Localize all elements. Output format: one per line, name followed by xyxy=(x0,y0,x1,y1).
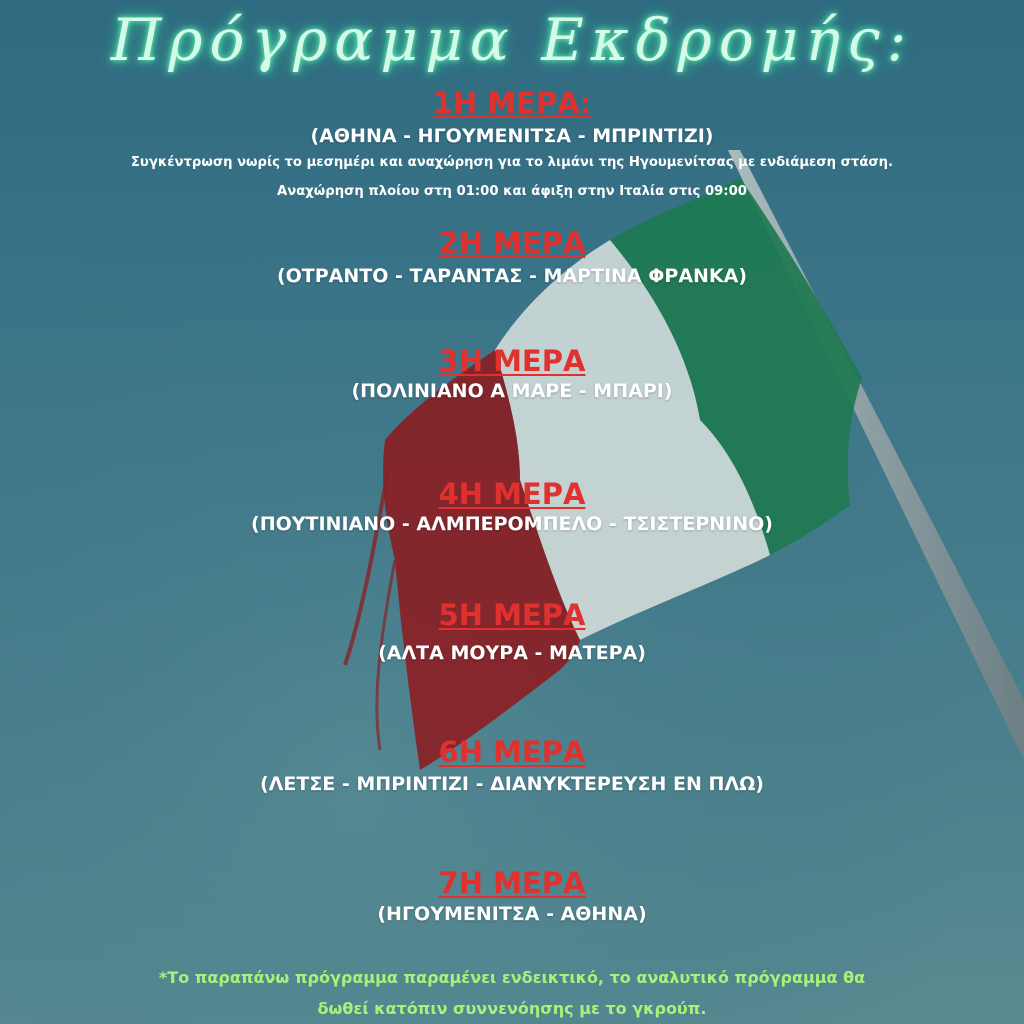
day-2-label: 2Η ΜΕΡΑ xyxy=(438,226,586,260)
day-2-route: (ΟΤΡΑΝΤΟ - ΤΑΡΑΝΤΑΣ - ΜΑΡΤΙΝΑ ΦΡΑΝΚΑ) xyxy=(276,265,748,287)
page-title: Πρόγραμμα Εκδρομής: xyxy=(110,6,914,74)
day-7-route: (ΗΓΟΥΜΕΝΙΤΣΑ - ΑΘΗΝΑ) xyxy=(377,903,647,925)
day-4-route: (ΠΟΥΤΙΝΙΑΝΟ - ΑΛΜΠΕΡΟΜΠΕΛΟ - ΤΣΙΣΤΕΡΝΙΝΟ) xyxy=(251,513,773,535)
day-6-route: (ΛΕΤΣΕ - ΜΠΡΙΝΤΙΖΙ - ΔΙΑΝΥΚΤΕΡΕΥΣΗ ΕΝ ΠΛΩ) xyxy=(260,773,764,795)
day-3-route: (ΠΟΛΙΝΙΑΝΟ Α ΜΑΡΕ - ΜΠΑΡΙ) xyxy=(351,380,673,402)
day-6-label: 6Η ΜΕΡΑ xyxy=(438,735,586,769)
day-7-label: 7Η ΜΕΡΑ xyxy=(438,866,586,900)
day-4-label: 4Η ΜΕΡΑ xyxy=(438,477,586,511)
disclaimer-line-1: *Το παραπάνω πρόγραμμα παραμένει ενδεικτικό, το αναλυτικό πρόγραμμα θα xyxy=(158,968,866,987)
disclaimer-line-2: δωθεί κατόπιν συννενόησης με το γκρούπ. xyxy=(317,999,707,1018)
day-5-route: (ΑΛΤΑ ΜΟΥΡΑ - ΜΑΤΕΡΑ) xyxy=(378,642,646,664)
disclaimer-note xyxy=(60,962,964,1024)
day-1-description: Συγκέντρωση νωρίς το μεσημέρι και αναχώρηση για το λιμάνι της Ηγουμενίτσας με ενδιάμεση στάση. xyxy=(130,155,894,170)
day-1-route: (ΑΘΗΝΑ - ΗΓΟΥΜΕΝΙΤΣΑ - ΜΠΡΙΝΤΙΖΙ) xyxy=(310,125,714,147)
day-1-ship-info: Αναχώρηση πλοίου στη 01:00 και άφιξη στην Ιταλία στις 09:00 xyxy=(277,184,747,199)
day-5-label: 5Η ΜΕΡΑ xyxy=(438,598,586,632)
day-3-label: 3Η ΜΕΡΑ xyxy=(438,344,586,378)
day-1-label: 1Η ΜΕΡΑ: xyxy=(432,86,592,120)
